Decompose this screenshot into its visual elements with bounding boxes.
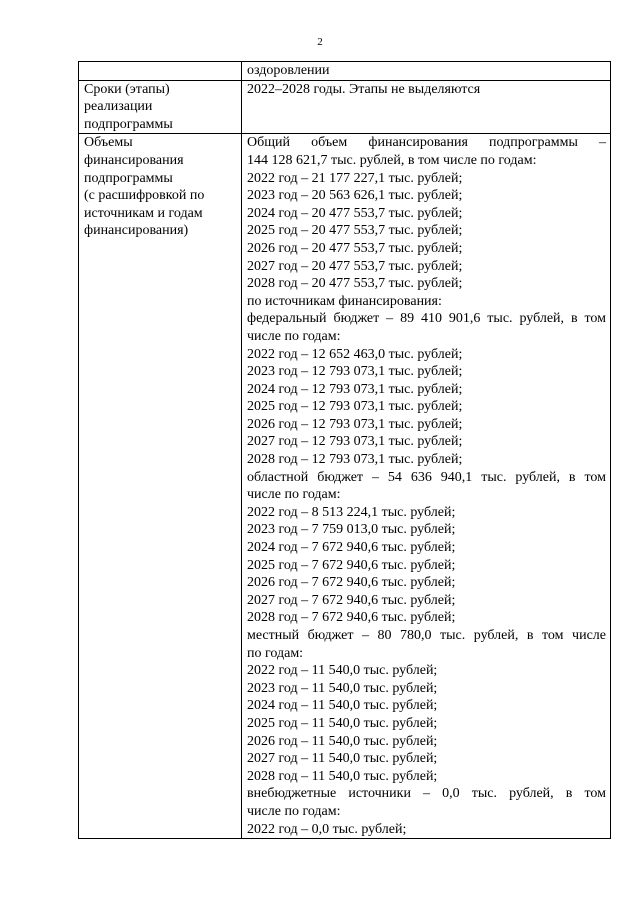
row-content-line: 2024 год – 7 672 940,6 тыс. рублей; xyxy=(247,540,456,556)
row-content-line: 2027 год – 12 793 073,1 тыс. рублей; xyxy=(247,434,463,450)
row-label-line: (с расшифровкой по xyxy=(84,188,205,204)
row-content-line: числе по годам: xyxy=(247,328,341,344)
row-content-line: по источникам финансирования: xyxy=(247,293,442,309)
row-content-line: числе по годам: xyxy=(247,803,341,819)
row-content-line: оздоровлении xyxy=(247,63,330,78)
row-content-line: 2022 год – 0,0 тыс. рублей; xyxy=(247,821,407,837)
row-content-cell xyxy=(242,134,611,839)
row-content-line: 2024 год – 11 540,0 тыс. рублей; xyxy=(247,698,438,714)
row-label-cell xyxy=(79,62,242,81)
row-content-cell xyxy=(242,80,611,134)
row-content-line: 2023 год – 20 563 626,1 тыс. рублей; xyxy=(247,188,463,204)
row-content-line: 2025 год – 20 477 553,7 тыс. рублей; xyxy=(247,223,463,239)
row-content-line: 2025 год – 11 540,0 тыс. рублей; xyxy=(247,715,438,731)
row-content-line: 2023 год – 12 793 073,1 тыс. рублей; xyxy=(247,364,463,380)
row-content-line: федеральный бюджет – 89 410 901,6 тыс. рублей, в том xyxy=(247,311,606,327)
row-label-line: подпрограммы xyxy=(84,170,173,186)
row-content-line: по годам: xyxy=(247,645,304,661)
table-row xyxy=(79,134,611,839)
row-content-line: 2028 год – 11 540,0 тыс. рублей; xyxy=(247,768,438,784)
row-label-line: подпрограммы xyxy=(84,116,173,132)
row-label-line: Сроки (этапы) xyxy=(84,81,170,97)
row-content-line: 2022 год – 21 177 227,1 тыс. рублей; xyxy=(247,170,463,186)
page-number: 2 xyxy=(317,36,323,48)
row-content-line: 2027 год – 20 477 553,7 тыс. рублей; xyxy=(247,258,463,274)
row-content-line: 2027 год – 11 540,0 тыс. рублей; xyxy=(247,751,438,767)
row-content-line: 2022–2028 годы. Этапы не выделяются xyxy=(247,81,481,97)
row-content-line: 2022 год – 12 652 463,0 тыс. рублей; xyxy=(247,346,463,362)
row-content-line: 2027 год – 7 672 940,6 тыс. рублей; xyxy=(247,592,456,608)
row-label-cell xyxy=(79,80,242,134)
row-content-line: 2026 год – 11 540,0 тыс. рублей; xyxy=(247,733,438,749)
row-content-line: Общий объем финансирования подпрограммы – xyxy=(247,135,606,151)
row-label-line: реализации xyxy=(84,99,153,115)
row-content-line: 2026 год – 12 793 073,1 тыс. рублей; xyxy=(247,416,463,432)
row-label-line: Объемы xyxy=(84,135,133,151)
row-content-line: 2026 год – 20 477 553,7 тыс. рублей; xyxy=(247,240,463,256)
row-content-cell xyxy=(242,62,611,81)
row-label-line: финансирования) xyxy=(84,223,189,239)
row-content-line: 2028 год – 20 477 553,7 тыс. рублей; xyxy=(247,276,463,292)
row-content-line: 2023 год – 7 759 013,0 тыс. рублей; xyxy=(247,522,456,538)
row-content-line: областной бюджет – 54 636 940,1 тыс. рублей, в том xyxy=(247,469,606,485)
table-row xyxy=(79,62,611,81)
row-content-line: 144 128 621,7 тыс. рублей, в том числе по годам: xyxy=(247,152,537,168)
row-content-line: 2028 год – 7 672 940,6 тыс. рублей; xyxy=(247,610,456,626)
row-content-line: 2022 год – 8 513 224,1 тыс. рублей; xyxy=(247,504,456,520)
passport-table-body xyxy=(79,62,611,839)
row-content-line: внебюджетные источники – 0,0 тыс. рублей, в том xyxy=(247,786,606,802)
row-content-line: числе по годам: xyxy=(247,487,341,503)
row-content-line: 2026 год – 7 672 940,6 тыс. рублей; xyxy=(247,575,456,591)
row-label-line: финансирования xyxy=(84,152,184,168)
row-content-line: местный бюджет – 80 780,0 тыс. рублей, в том числе xyxy=(247,628,606,643)
row-content-line: 2025 год – 12 793 073,1 тыс. рублей; xyxy=(247,399,463,415)
row-content-line: 2028 год – 12 793 073,1 тыс. рублей; xyxy=(247,452,463,468)
row-content-line: 2024 год – 20 477 553,7 тыс. рублей; xyxy=(247,205,463,221)
passport-table xyxy=(78,61,611,839)
row-content-line: 2023 год – 11 540,0 тыс. рублей; xyxy=(247,680,438,696)
row-label-line: источникам и годам xyxy=(84,205,203,221)
row-content-line: 2024 год – 12 793 073,1 тыс. рублей; xyxy=(247,381,463,397)
row-content-line: 2025 год – 7 672 940,6 тыс. рублей; xyxy=(247,557,456,573)
table-row xyxy=(79,80,611,134)
row-content-line: 2022 год – 11 540,0 тыс. рублей; xyxy=(247,663,438,679)
row-label-cell xyxy=(79,134,242,839)
